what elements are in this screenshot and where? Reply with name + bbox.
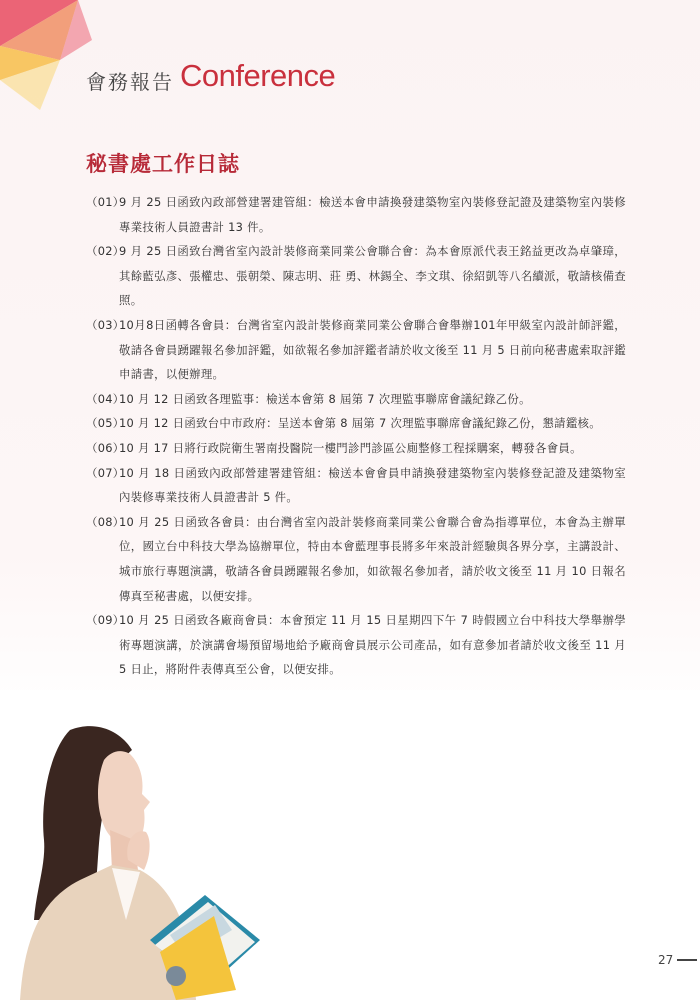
log-entry-number: （02） [86, 244, 125, 259]
log-entry [86, 436, 626, 461]
log-entry [86, 313, 626, 387]
page-number [658, 953, 697, 967]
page-number-rule [677, 959, 697, 961]
log-entry-number: （06） [86, 440, 125, 455]
log-entry-text: 10 月 18 日函致內政部營建署建管組：檢送本會會員申請換發建築物室內裝修登記證及建築物室內裝修專業技術人員證書計 5 件。 [119, 465, 626, 505]
page-number-text: 27 [658, 953, 674, 967]
log-entries [86, 190, 626, 682]
log-entry-text: 10 月 12 日函致各理監事：檢送本會第 8 屆第 7 次理監事聯席會議紀錄乙份。 [119, 391, 531, 406]
log-entry [86, 387, 626, 412]
section-label-en: Conference [180, 58, 336, 93]
log-entry [86, 461, 626, 510]
log-entry-number: （08） [86, 514, 125, 529]
log-entry [86, 190, 626, 239]
log-entry-text: 9 月 25 日函致台灣省室內設計裝修商業同業公會聯合會：為本會原派代表王銘益更改為卓肇璋，其餘藍弘彥、張權忠、張朝榮、陳志明、莊 勇、林錫全、李文琪、徐紹凱等八名續派，敬請核備查照。 [119, 244, 626, 308]
log-entry-text: 10 月 25 日函致各會員：由台灣省室內設計裝修商業同業公會聯合會為指導單位，本會為主辦單位，國立台中科技大學為協辦單位，特由本會藍理事長將多年來設計經驗與各界分享，主講設計、城市旅行專題演講，敬請各會員踴躍報名參加，如欲報名參加者，請於收文後至 11 月 10 日報名傳真至秘書處，以便安排。 [119, 514, 626, 603]
log-entry [86, 608, 626, 682]
log-entry-number: （09） [86, 613, 125, 628]
log-entry-text: 10 月 17 日將行政院衛生署南投醫院一樓門診門診區公廁整修工程採購案，轉發各會員。 [119, 440, 582, 455]
log-entry-text: 10月8日函轉各會員：台灣省室內設計裝修商業同業公會聯合會舉辦101年甲級室內設計師評鑑，敬請各會員踴躍報名參加評鑑，如欲報名參加評鑑者請於收文後至 11 月 5 日前向秘書處索取評鑑申請書，以便辦理。 [119, 317, 626, 382]
section-header [86, 52, 335, 96]
woman-reading-photo [0, 690, 700, 1000]
log-entry-number: （01） [86, 195, 125, 209]
log-entry-text: 9 月 25 日函致內政部營建署建管組：檢送本會申請換發建築物室內裝修登記證及建築物室內裝修專業技術人員證書計 13 件。 [119, 195, 626, 234]
section-label-cn: 會務報告 [86, 70, 174, 94]
log-entry-number: （05） [86, 416, 125, 431]
log-entry [86, 239, 626, 313]
log-entry-number: （07） [86, 465, 125, 480]
log-entry-text: 10 月 12 日函致台中市政府：呈送本會第 8 屆第 7 次理監事聯席會議紀錄乙份，懇請鑑核。 [119, 416, 601, 431]
log-entry [86, 510, 626, 608]
log-entry [86, 411, 626, 436]
page-title: 秘書處工作日誌 [86, 152, 240, 176]
log-entry-text: 10 月 25 日函致各廠商會員：本會預定 11 月 15 日星期四下午 7 時假國立台中科技大學舉辦學術專題演講，於演講會場預留場地給予廠商會員展示公司產品，如有意參加者請於收文後至 11 月 5 日止，將附件表傳真至公會，以便安排。 [119, 613, 626, 677]
log-entry-number: （04） [86, 391, 125, 406]
log-entry-number: （03） [86, 317, 125, 332]
